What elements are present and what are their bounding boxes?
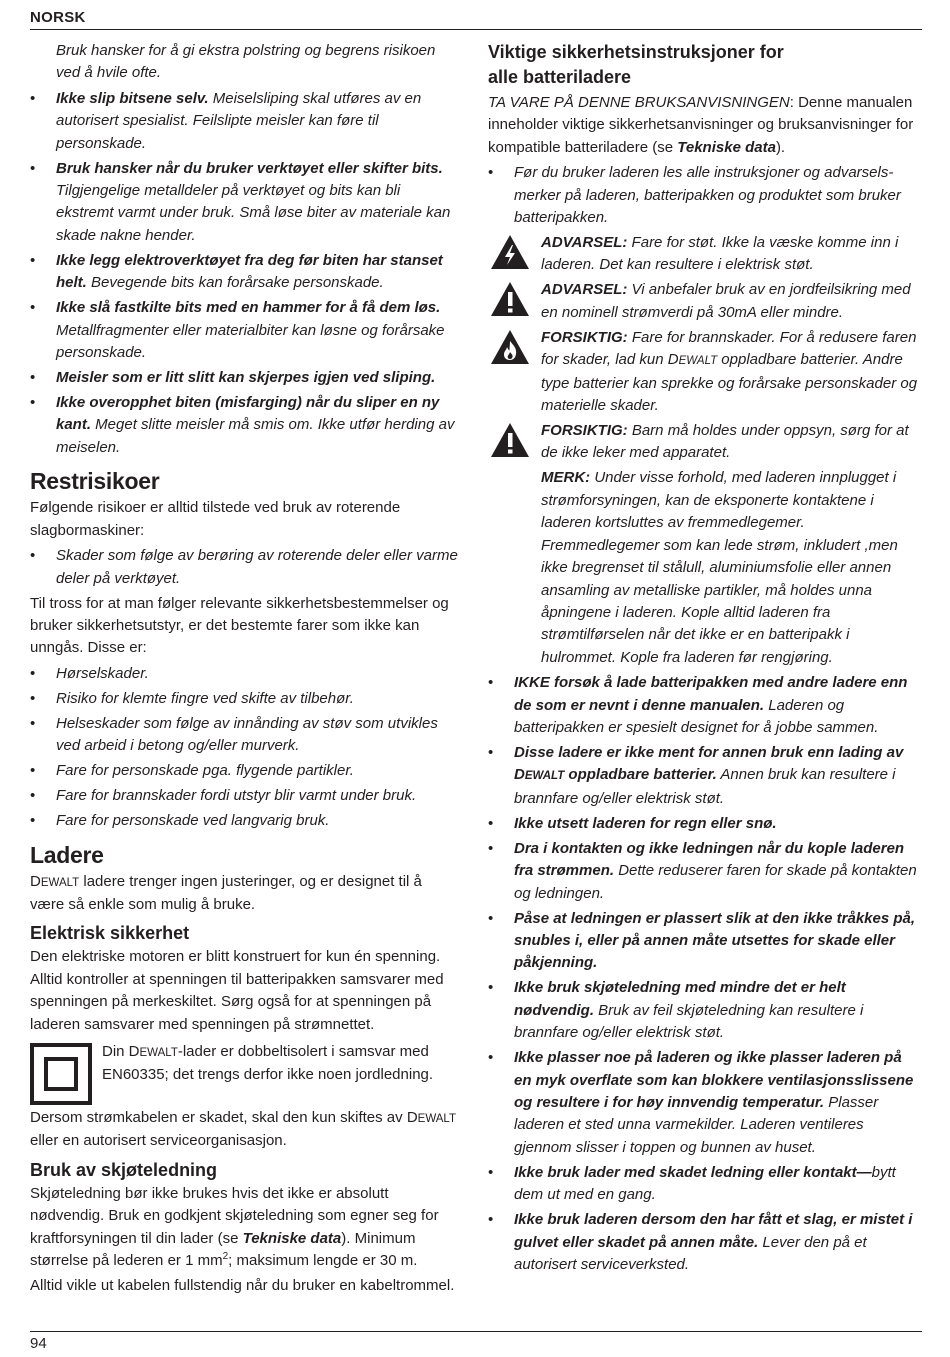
list-item: • Påse at ledningen er plassert slik at den ikke tråkkes på, snubles i, eller på annen måte utsettes for skade eller påkjenning. <box>488 908 920 975</box>
list-item: • Bruk hansker når du bruker verktøyet eller skifter bits. Tilgjengelige metalldeler på verktøyet og bits kan bli ekstremt varmt under bruk. Små løse biter av materiale kan skade nakne hender. <box>30 158 460 248</box>
list-item: • Meisler som er litt slitt kan skjerpes igjen ved sliping. <box>30 367 460 389</box>
list-item: • Ikke overopphet biten (misfarging) når du sliper en ny kant. Meget slitte meisler må smis om. Ikke utfør herding av meiselen. <box>30 392 460 459</box>
list-item: • Fare for personskade pga. flygende partikler. <box>30 760 460 782</box>
list-item: • Risiko for klemte fingre ved skifte av tilbehør. <box>30 688 460 710</box>
elektrisk-para: Den elektriske motoren er blitt konstruert for kun én spenning. Alltid kontroller at spenningen til batteripakken samsvarer med spenningen på merkeskiltet. Sørg også for at spenningen på laderen samsvarer med spenningen på strømnettet. <box>30 948 444 1033</box>
list-item: • Fare for personskade ved langvarig bruk. <box>30 810 460 832</box>
electric-hazard-icon <box>490 234 530 270</box>
list-item: • IKKE forsøk å lade batteripakken med andre ladere enn de som er nevnt i denne manualen. Laderen og batteripakken er spesielt designet for å jobbe sammen. <box>488 672 920 739</box>
skjot-para: Skjøteledning bør ikke brukes hvis det ikke er absolutt nødvendig. Bruk en godkjent skjøteledning som egner seg for kraftforsyningen til din lader (se Tekniske data). Minimum størrelse på lederen er 1 $mm^2$; maksimum lengde er 30 m. <box>30 1184 439 1269</box>
list-item: • Hørselskader. <box>30 663 460 685</box>
bits-safety-list <box>30 88 460 459</box>
list-item: • Ikke bruk laderen dersom den har fått et slag, er mistet i gulvet eller skadet på annen måte. Lever den på et autorisert serviceverksted. <box>488 1209 920 1276</box>
warning-icon <box>490 281 530 317</box>
intro-continuation: Bruk hansker for å gi ekstra polstring og begrens risikoen ved å hvile ofte. <box>56 42 436 82</box>
charger-safety-title: Viktige sikkerhetsinstruksjoner for alle batteriladere <box>488 42 784 87</box>
warning-icon <box>490 422 530 458</box>
left-column <box>30 40 460 1298</box>
restrisikoer-para: Til tross for at man følger relevante sikkerhetsbestemmelser og bruker sikkerhetsutstyr, er det bestemte farer som ikke kan unngås. Disse er: <box>30 594 449 657</box>
list-item: • Dra i kontakten og ikke ledningen når du kople laderen fra strømmen. Dette reduserer faren for skade på kontakten og ledningen. <box>488 838 920 905</box>
list-item: • Ikke bruk lader med skadet ledning eller kontakt—bytt dem ut med en gang. <box>488 1162 920 1207</box>
skjot-para-2: Alltid vikle ut kabelen fullstendig når du bruker en kabeltrommel. <box>30 1277 455 1295</box>
header-language-label: NORSK <box>30 9 86 26</box>
merk-note: MERK: Under visse forhold, med laderen innplugget i strømforsyningen, kan de eksponerte kontaktene i laderen kortsluttes av fremmedlegemer. Fremmedlegemer som kan lede strøm, inkludert ,men ikke bregrenset til stålull, aluminiumsfolie eller annen ansamling av metalliske partikler, må holdes unna åpningene i laderen. Kople alltid laderen fra strømtilførselen når det ikke er en batteripakk i hulrommet. Kople fra laderen før rengjøring. <box>541 469 898 666</box>
list-item: • Ikke bruk skjøteledning med mindre det er helt nødvendig. Bruk av feil skjøteledning kan resultere i brannfare og/eller elektrisk støt. <box>488 977 920 1044</box>
warning-fire: FORSIKTIG: Fare for brannskader. For å redusere faren for skader, lad kun DEWALT oppladbare batterier. Andre type batterier kan sprekke og forårsake personskader og materielle skader. <box>488 327 920 418</box>
list-item: • Helseskader som følge av innånding av støv som utvikles ved arbeid i betong og/eller murverk. <box>30 713 460 758</box>
list-item: • Ikke plasser noe på laderen og ikke plasser laderen på en myk overflate som kan blokkere ventilasjonsslissene og resultere i for høy innvendig temperatur. Plasser laderen et sted unna varmekilder. Laderen ventileres gjennom slisser i toppen og bunnen av huset. <box>488 1047 920 1159</box>
fire-hazard-icon <box>490 329 530 365</box>
list-item: • Disse ladere er ikke ment for annen bruk enn lading av DEWALT oppladbare batterier. Annen bruk kan resultere i brannfare og/eller elektrisk støt. <box>488 742 920 810</box>
warning-children: FORSIKTIG: Barn må holdes under oppsyn, sørg for at de ikke leker med apparatet. <box>488 420 920 465</box>
charger-intro: TA VARE PÅ DENNE BRUKSANVISNINGEN: Denne manualen inneholder viktige sikkerhetsanvisninger og bruksanvisninger for kompatible batteriladere (se Tekniske data). <box>488 94 914 156</box>
cable-replacement-text: Dersom strømkabelen er skadet, skal den kun skiftes av DEWALT eller en autorisert serviceorganisasjon. <box>30 1108 456 1150</box>
footer-divider <box>30 1331 922 1332</box>
list-item: • Fare for brannskader fordi utstyr blir varmt under bruk. <box>30 785 460 807</box>
warning-electric: ADVARSEL: Fare for støt. Ikke la væske komme inn i laderen. Det kan resultere i elektrisk støt. <box>488 232 920 277</box>
skjot-heading: Bruk av skjøteledning <box>30 1159 218 1180</box>
warning-rcd: ADVARSEL: Vi anbefaler bruk av en jordfeilsikring med en nominell strømverdi på 30mA eller mindre. <box>488 279 920 324</box>
list-item: • Før du bruker laderen les alle instruksjoner og advarsels-merker på laderen, batteripakken og produktet som bruker batteripakken. <box>488 162 920 229</box>
list-item: • Ikke legg elektroverktøyet fra deg før biten har stanset helt. Bevegende bits kan forårsake personskade. <box>30 250 460 295</box>
ladere-intro: DEWALT ladere trenger ingen justeringer, og er designet til å være så enkle som mulig å bruke. <box>30 872 422 913</box>
double-insulation-icon <box>30 1043 92 1105</box>
restrisikoer-list-2 <box>30 663 460 833</box>
right-column <box>488 40 920 1279</box>
class2-notice <box>30 1041 460 1103</box>
elektrisk-heading: Elektrisk sikkerhet <box>30 923 190 944</box>
list-item: • Skader som følge av berøring av roterende deler eller varme deler på verktøyet. <box>30 545 460 590</box>
class2-text: Din DEWALT-lader er dobbeltisolert i samsvar med EN60335; det trengs derfor ikke noen jordledning. <box>102 1042 434 1084</box>
list-item: • Ikke utsett laderen for regn eller snø. <box>488 813 920 835</box>
list-item: • Ikke slå fastkilte bits med en hammer for å få dem løs. Metallfragmenter eller materialbiter kan løsne og forårsake personskade. <box>30 297 460 364</box>
charger-safety-list <box>488 672 920 1276</box>
list-item: • Ikke slip bitsene selv. Meiselsliping skal utføres av en autorisert spesialist. Feilslipte meisler kan føre til personskade. <box>30 88 460 155</box>
restrisikoer-intro: Følgende risikoer er alltid tilstede ved bruk av roterende slagbormaskiner: <box>30 499 401 539</box>
page-number: 94 <box>30 1335 47 1352</box>
charger-first-list <box>488 162 920 229</box>
restrisikoer-list-1 <box>30 545 460 590</box>
header-divider <box>30 29 922 30</box>
restrisikoer-heading: Restrisikoer <box>30 468 160 495</box>
ladere-heading: Ladere <box>30 841 104 868</box>
